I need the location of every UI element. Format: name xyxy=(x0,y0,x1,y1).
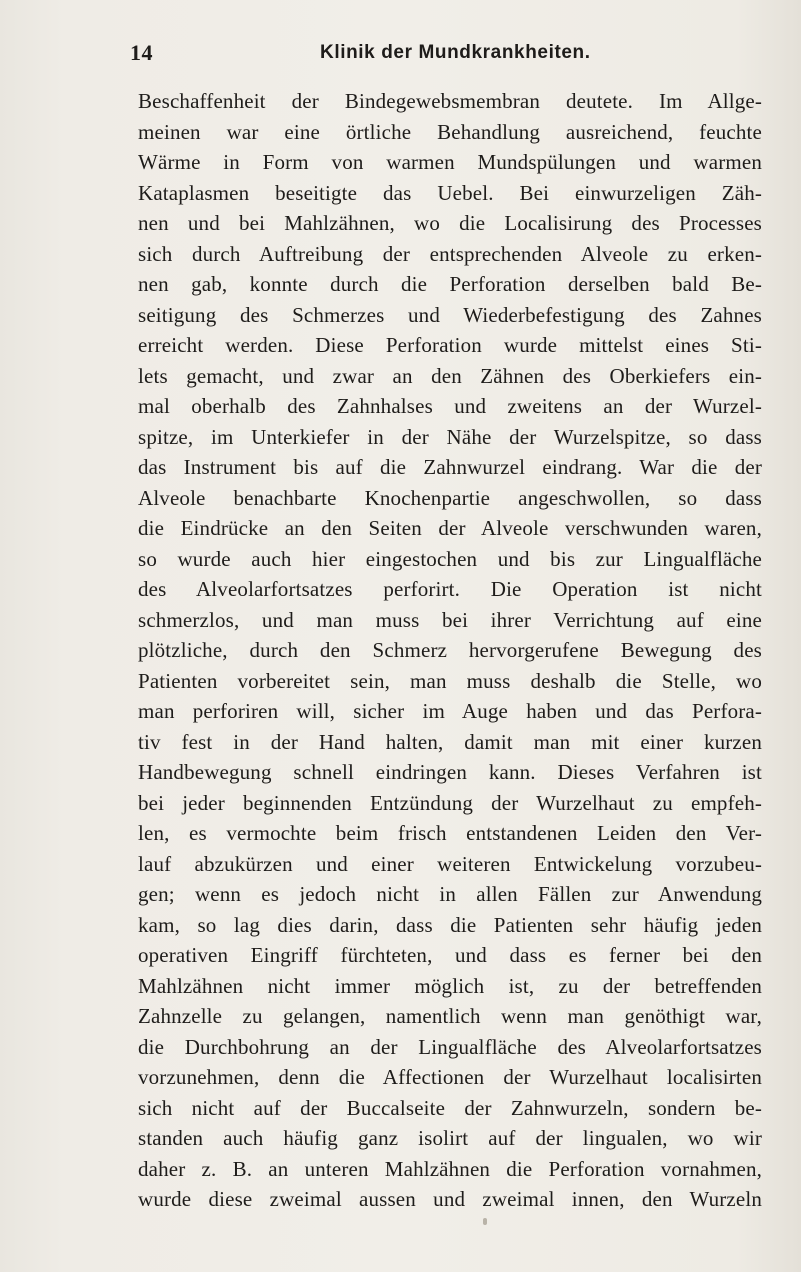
text-line: gen; wenn es jedoch nicht in allen Fällen zur Anwendung xyxy=(138,882,762,906)
text-line: Mahlzähnen nicht immer möglich ist, zu der betreffenden xyxy=(138,973,762,998)
text-line: bei jeder beginnenden Entzündung der Wurzelhaut zu empfeh- xyxy=(138,790,762,815)
text-line: Beschaffenheit der Bindegewebsmembran deutete. Im Allge- xyxy=(138,89,762,113)
text-line: schmerzlos, und man muss bei ihrer Verrichtung auf eine xyxy=(138,607,762,632)
text-line: sich durch Auftreibung der entsprechenden Alveole zu erken- xyxy=(138,241,762,266)
text-line: Kataplasmen beseitigte das Uebel. Bei einwurzeligen Zäh- xyxy=(138,180,762,205)
text-line: seitigung des Schmerzes und Wiederbefestigung des Zahnes xyxy=(138,302,762,327)
text-line: spitze, im Unterkiefer in der Nähe der Wurzelspitze, so dass xyxy=(138,424,762,449)
text-line: lauf abzukürzen und einer weiteren Entwickelung vorzubeu- xyxy=(138,851,762,876)
text-line: Zahnzelle zu gelangen, namentlich wenn man genöthigt war, xyxy=(138,1004,762,1028)
page-number: 14 xyxy=(130,40,153,65)
text-line: nen und bei Mahlzähnen, wo die Localisirung des Processes xyxy=(138,211,762,235)
text-line: standen auch häufig ganz isolirt auf der lingualen, wo wir xyxy=(138,1126,762,1150)
text-line: das Instrument bis auf die Zahnwurzel eindrang. War die der xyxy=(138,455,762,479)
text-line: wurde diese zweimal aussen und zweimal innen, den Wurzeln xyxy=(138,1187,762,1211)
text-line: nen gab, konnte durch die Perforation derselben bald Be- xyxy=(138,272,762,296)
text-line: mal oberhalb des Zahnhalses und zweitens an der Wurzel- xyxy=(138,394,762,418)
running-title: Klinik der Mundkrankheiten. xyxy=(320,42,591,63)
text-line: tiv fest in der Hand halten, damit man mit einer kurzen xyxy=(138,729,762,754)
text-line: Handbewegung schnell eindringen kann. Dieses Verfahren ist xyxy=(138,760,762,784)
text-line: daher z. B. an unteren Mahlzähnen die Perforation vornahmen, xyxy=(138,1156,762,1181)
text-line: operativen Eingriff fürchteten, und dass es ferner bei den xyxy=(138,943,762,967)
text-line: Patienten vorbereitet sein, man muss deshalb die Stelle, wo xyxy=(138,668,762,693)
text-line: man perforiren will, sicher im Auge haben und das Perfora- xyxy=(138,699,762,723)
text-line: sich nicht auf der Buccalseite der Zahnwurzeln, sondern be- xyxy=(138,1095,762,1120)
text-line: Wärme in Form von warmen Mundspülungen und warmen xyxy=(138,150,762,174)
text-line: plötzliche, durch den Schmerz hervorgerufene Bewegung des xyxy=(138,638,762,662)
text-line: die Durchbohrung an der Lingualfläche des Alveolarfortsatzes xyxy=(138,1034,762,1059)
paper-speck xyxy=(483,1218,487,1225)
body-text xyxy=(138,86,762,1215)
text-line: len, es vermochte beim frisch entstandenen Leiden den Ver- xyxy=(138,821,762,845)
text-line: meinen war eine örtliche Behandlung ausreichend, feuchte xyxy=(138,119,762,144)
running-head xyxy=(130,40,750,70)
text-line: erreicht werden. Diese Perforation wurde mittelst eines Sti- xyxy=(138,333,762,357)
text-line: lets gemacht, und zwar an den Zähnen des Oberkiefers ein- xyxy=(138,363,762,388)
text-line: Alveole benachbarte Knochenpartie angeschwollen, so dass xyxy=(138,485,762,510)
text-line: vorzunehmen, denn die Affectionen der Wurzelhaut localisirten xyxy=(138,1065,762,1089)
text-line: des Alveolarfortsatzes perforirt. Die Operation ist nicht xyxy=(138,577,762,601)
text-line: kam, so lag dies darin, dass die Patienten sehr häufig jeden xyxy=(138,912,762,937)
text-line: so wurde auch hier eingestochen und bis zur Lingualfläche xyxy=(138,546,762,571)
text-line: die Eindrücke an den Seiten der Alveole verschwunden waren, xyxy=(138,516,762,540)
